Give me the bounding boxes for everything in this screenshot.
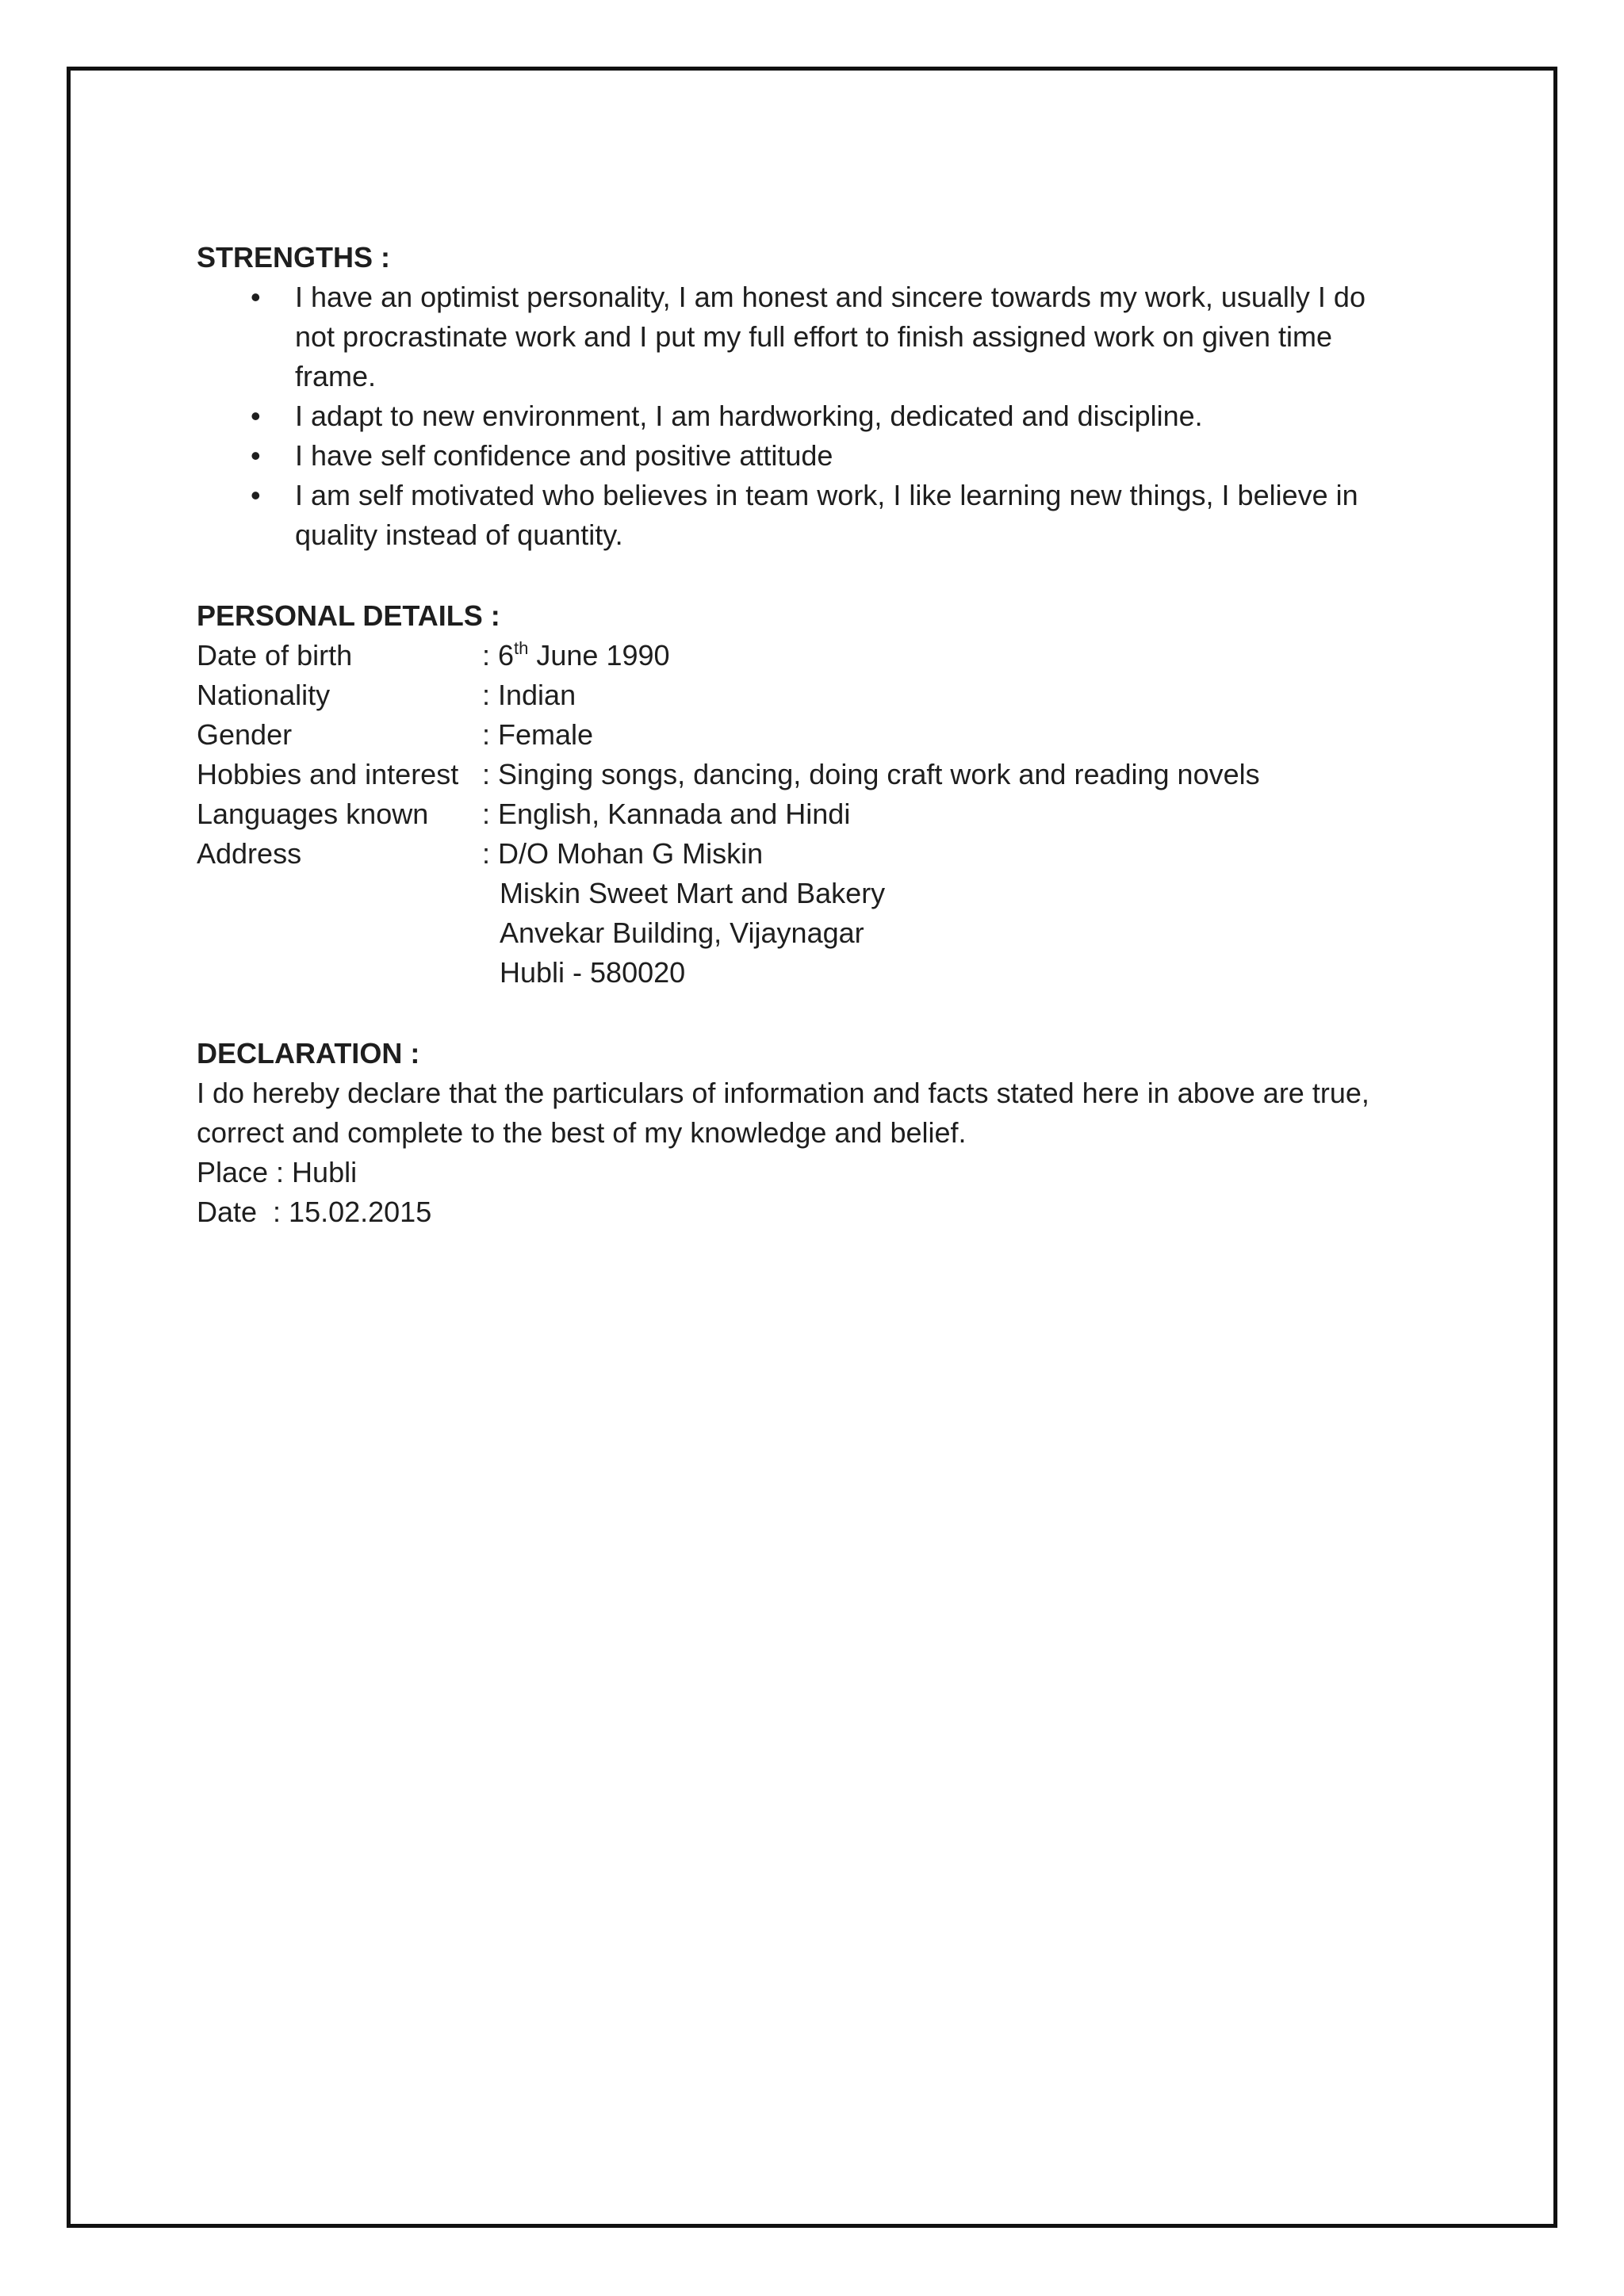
address-line-2: Miskin Sweet Mart and Bakery (500, 877, 886, 909)
gender-label: Gender (197, 718, 293, 751)
languages-label: Languages known (197, 798, 429, 830)
address-line-3: Anvekar Building, Vijaynagar (500, 916, 864, 949)
strengths-list (197, 277, 1434, 555)
strength-text: I have self confidence and positive attitude (295, 439, 833, 472)
address-row (197, 834, 1434, 874)
nationality-label: Nationality (197, 679, 331, 711)
hobbies-row (197, 755, 1434, 794)
strengths-heading: STRENGTHS : (197, 241, 391, 274)
dob-row (197, 636, 1434, 675)
nationality-value: : Indian (482, 679, 576, 711)
strength-item (197, 396, 1434, 436)
address-line-1: : D/O Mohan G Miskin (482, 837, 764, 870)
gender-value: : Female (482, 718, 594, 751)
strength-item (197, 436, 1434, 476)
strength-text: I adapt to new environment, I am hardworking, dedicated and discipline. (295, 400, 1203, 432)
strength-item (197, 277, 1434, 396)
dob-value (482, 636, 670, 675)
dob-ordinal: th (514, 638, 529, 658)
dob-label: Date of birth (197, 639, 353, 672)
address-line-row (197, 953, 1434, 993)
hobbies-label: Hobbies and interest (197, 758, 459, 790)
strength-item (197, 476, 1434, 555)
hobbies-value: : Singing songs, dancing, doing craft work and reading novels (482, 758, 1260, 790)
resume-content (197, 238, 1434, 1232)
bullet-icon: • (251, 479, 261, 511)
strength-text: I have an optimist personality, I am honest and sincere towards my work, usually I do not procrastinate work and I put my full effort to finish assigned work on given time frame. (295, 281, 1365, 392)
bullet-icon: • (251, 281, 261, 313)
dob-prefix: : 6 (482, 639, 515, 672)
bullet-icon: • (251, 400, 261, 432)
gender-row (197, 715, 1434, 755)
address-line-row (197, 874, 1434, 913)
personal-details-heading: PERSONAL DETAILS : (197, 599, 500, 632)
address-label: Address (197, 837, 302, 870)
languages-value: : English, Kannada and Hindi (482, 798, 851, 830)
languages-row (197, 794, 1434, 834)
declaration-place: Place : Hubli (197, 1156, 358, 1188)
declaration-heading: DECLARATION : (197, 1037, 420, 1070)
address-line-row (197, 913, 1434, 953)
strength-text: I am self motivated who believes in team work, I like learning new things, I believe in quality instead of quantity. (295, 479, 1358, 551)
dob-suffix: June 1990 (528, 639, 670, 672)
declaration-date: Date : 15.02.2015 (197, 1196, 432, 1228)
address-line-4: Hubli - 580020 (500, 956, 686, 989)
nationality-row (197, 675, 1434, 715)
bullet-icon: • (251, 439, 261, 472)
declaration-text: I do hereby declare that the particulars of information and facts stated here in above are true, correct and complete to the best of my knowledge and belief. (197, 1077, 1369, 1149)
